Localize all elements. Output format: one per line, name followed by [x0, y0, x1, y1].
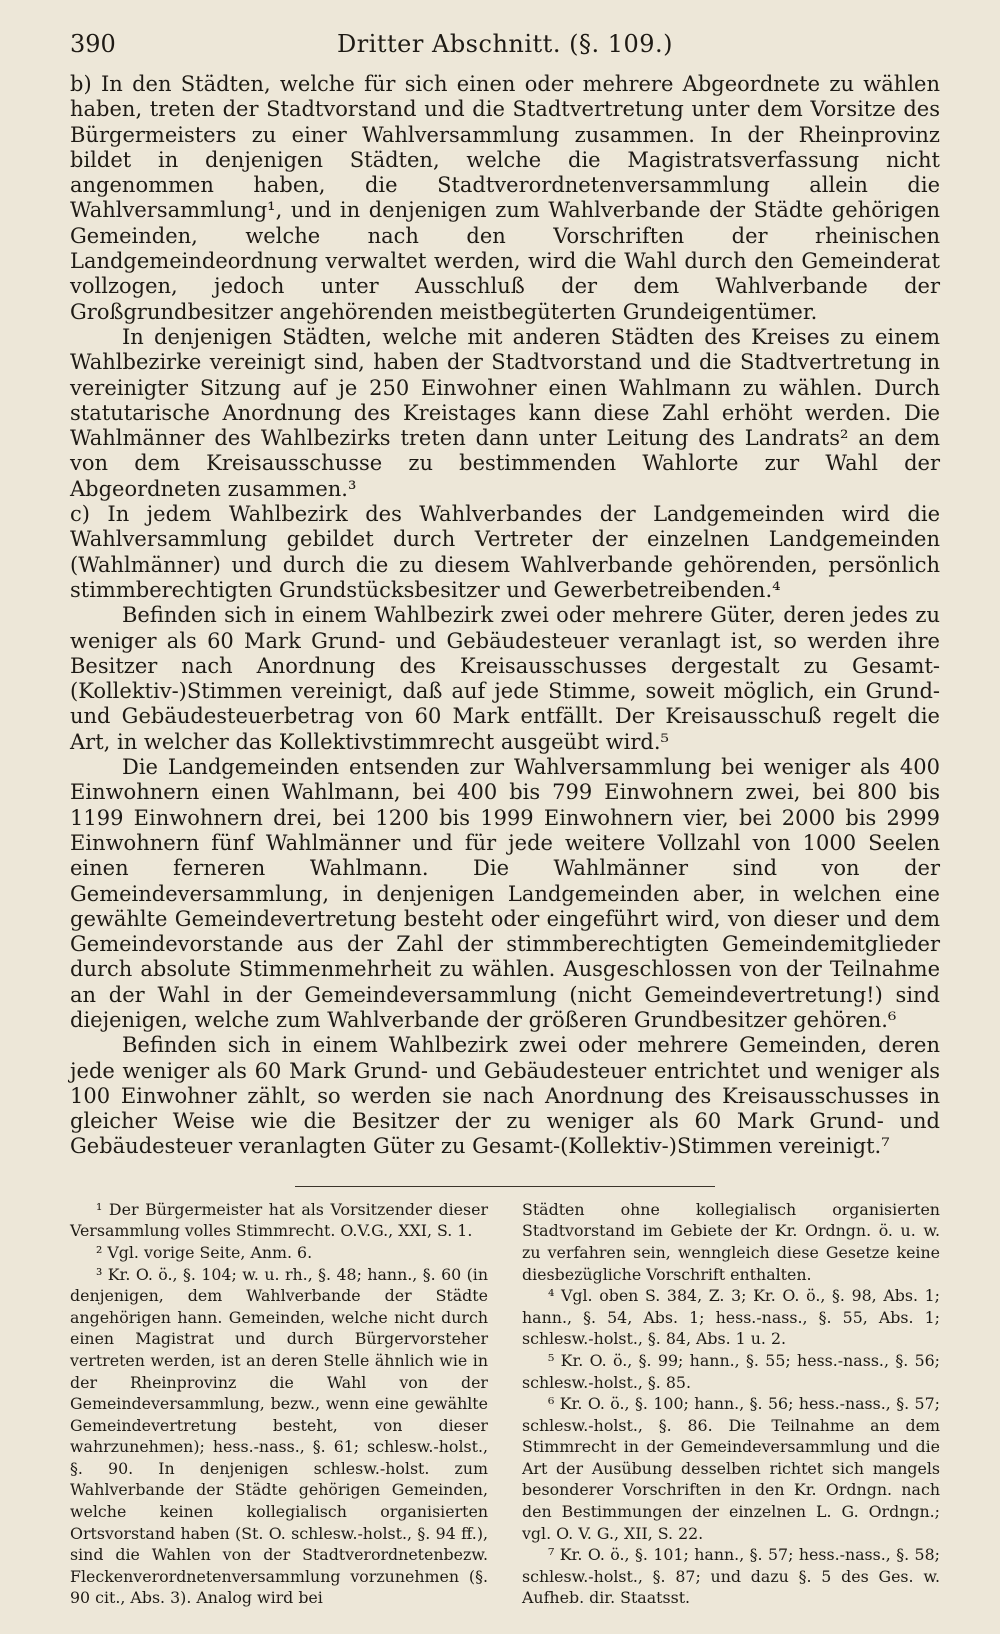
page-header: [70, 30, 940, 58]
footnote: ² Vgl. vorige Seite, Anm. 6.: [96, 1242, 313, 1262]
footnote: ³ Kr. O. ö., §. 104; w. u. rh., §. 48; hann., §. 60 (in denjenigen, dem Wahlverbande der Städte angehörigen hann. Gemeinden, welche nicht durch einen Magistrat und durch Bürgervorsteher vertreten werden, ist an deren Stelle ähnlich wie in der Rheinprovinz die Wahl von der Gemeindeversammlung, bezw., wenn eine gewählte Gemeindevertretung besteht, von dieser wahrzunehmen); hess.-nass., §. 61; schlesw.-holst., §. 90. In denjenigen schlesw.-holst. zum Wahlverbande der Städte gehörigen Gemeinden, welche keinen kollegialisch organisierten Ortsvorstand haben (St. O. schlesw.-holst., §. 94 ff.), sind die Wahlen von der Stadtverordnetenbezw. Fleckenverordnetenversammlung vorzunehmen (§. 90 cit., Abs. 3). Analog wird bei: [70, 1264, 488, 1608]
paragraph: Die Landgemeinden entsenden zur Wahlversammlung bei weniger als 400 Einwohnern einen Wahlmann, bei 400 bis 799 Einwohnern zwei, bei 800 bis 1199 Einwohnern drei, bei 1200 bis 1999 Einwohnern vier, bei 2000 bis 2999 Einwohnern fünf Wahlmänner und für jede weitere Vollzahl von 1000 Seelen einen ferneren Wahlmann. Die Wahlmänner sind von der Gemeindeversammlung, in denjenigen Landgemeinden aber, in welchen eine gewählte Gemeindevertretung besteht oder eingeführt wird, von dieser und dem Gemeindevorstande aus der Zahl der stimmberechtigten Gemeindemitglieder durch absolute Stimmenmehrheit zu wählen. Ausgeschlossen von der Teilnahme an der Wahl in der Gemeindeversammlung (nicht Gemeindevertretung!) sind diejenigen, welche zum Wahlverbande der größeren Grundbesitzer gehören.⁶: [70, 755, 940, 1032]
footnote: ⁵ Kr. O. ö., §. 99; hann., §. 55; hess.-nass., §. 56; schlesw.-holst., §. 85.: [522, 1350, 940, 1392]
running-head: Dritter Abschnitt. (§. 109.): [337, 30, 673, 58]
footnote-divider: [295, 1186, 715, 1187]
footnote-continuation: Städten ohne kollegialisch organisierten Stadtvorstand im Gebiete der Kr. Ordngn. ö. u. w. zu verfahren sein, wenngleich diese Gesetze keine diesbezügliche Vorschrift enthalten.: [522, 1199, 940, 1284]
paragraph: Befinden sich in einem Wahlbezirk zwei oder mehrere Güter, deren jedes zu weniger als 60 Mark Grund- und Gebäudesteuer veranlagt ist, so werden ihre Besitzer nach Anordnung des Kreisausschusses dergestalt zu Gesamt-(Kollektiv-)Stimmen vereinigt, daß auf jede Stimme, soweit möglich, ein Grund- und Gebäudesteuerbetrag von 60 Mark entfällt. Der Kreisausschuß regelt die Art, in welcher das Kollektivstimmrecht ausgeübt wird.⁵: [70, 603, 940, 754]
footnote: ⁷ Kr. O. ö., §. 101; hann., §. 57; hess.-nass., §. 58; schlesw.-holst., §. 87; und dazu §. 5 des Ges. w. Aufheb. dir. Staatsst.: [522, 1545, 940, 1608]
main-text: [70, 72, 940, 1160]
footnote: ⁶ Kr. O. ö., §. 100; hann., §. 56; hess.-nass., §. 57; schlesw.-holst., §. 86. Die Teilnahme an dem Stimmrecht in der Gemeindeversammlung und die Art der Ausübung desselben richtet sich mangels besonderer Vorschriften in den Kr. Ordngn. nach den Bestimmungen der einzelnen L. G. Ordngn.; vgl. O. V. G., XII, S. 22.: [522, 1394, 940, 1543]
paragraph: b) In den Städten, welche für sich einen oder mehrere Abgeordnete zu wählen haben, treten der Stadtvorstand und die Stadtvertretung unter dem Vorsitze des Bürgermeisters zu einer Wahlversammlung zusammen. In der Rheinprovinz bildet in denjenigen Städten, welche die Magistratsverfassung nicht angenommen haben, die Stadtverordnetenversammlung allein die Wahlversammlung¹, und in denjenigen zum Wahlverbande der Städte gehörigen Gemeinden, welche nach den Vorschriften der rheinischen Landgemeindeordnung verwaltet werden, wird die Wahl durch den Gemeinderat vollzogen, jedoch unter Ausschluß der dem Wahlverbande der Großgrundbesitzer angehörenden meistbegüterten Grundeigentümer.: [70, 72, 940, 324]
paragraph: In denjenigen Städten, welche mit anderen Städten des Kreises zu einem Wahlbezirke vereinigt sind, haben der Stadtvorstand und die Stadtvertretung in vereinigter Sitzung auf je 250 Einwohner einen Wahlmann zu wählen. Durch statutarische Anordnung des Kreistages kann diese Zahl erhöht werden. Die Wahlmänner des Wahlbezirks treten dann unter Leitung des Landrats² an dem von dem Kreisausschusse zu bestimmenden Wahlorte zur Wahl der Abgeordneten zusammen.³: [70, 324, 940, 501]
paragraph: c) In jedem Wahlbezirk des Wahlverbandes der Landgemeinden wird die Wahlversammlung gebildet durch Vertreter der einzelnen Landgemeinden (Wahlmänner) und durch die zu diesem Wahlverbande gehörenden, persönlich stimmberechtigten Grundstücksbesitzer und Gewerbetreibenden.⁴: [70, 502, 940, 602]
page-number: 390: [70, 30, 116, 58]
footnote-column-right: [522, 1199, 940, 1609]
footnote: ⁴ Vgl. oben S. 384, Z. 3; Kr. O. ö., §. 98, Abs. 1; hann., §. 54, Abs. 1; hess.-nass., §. 55, Abs. 1; schlesw.-holst., §. 84, Abs. 1 u. 2.: [522, 1286, 940, 1349]
footnote: ¹ Der Bürgermeister hat als Vorsitzender dieser Versammlung volles Stimmrecht. O.V.G., XXI, S. 1.: [70, 1199, 488, 1241]
footnotes: [70, 1199, 940, 1609]
paragraph: Befinden sich in einem Wahlbezirk zwei oder mehrere Gemeinden, deren jede weniger als 60 Mark Grund- und Gebäudesteuer entrichtet und weniger als 100 Einwohner zählt, so werden sie nach Anordnung des Kreisausschusses in gleicher Weise wie die Besitzer der zu weniger als 60 Mark Grund- und Gebäudesteuer veranlagten Güter zu Gesamt-(Kollektiv-)Stimmen vereinigt.⁷: [70, 1033, 940, 1159]
footnote-column-left: [70, 1199, 488, 1609]
